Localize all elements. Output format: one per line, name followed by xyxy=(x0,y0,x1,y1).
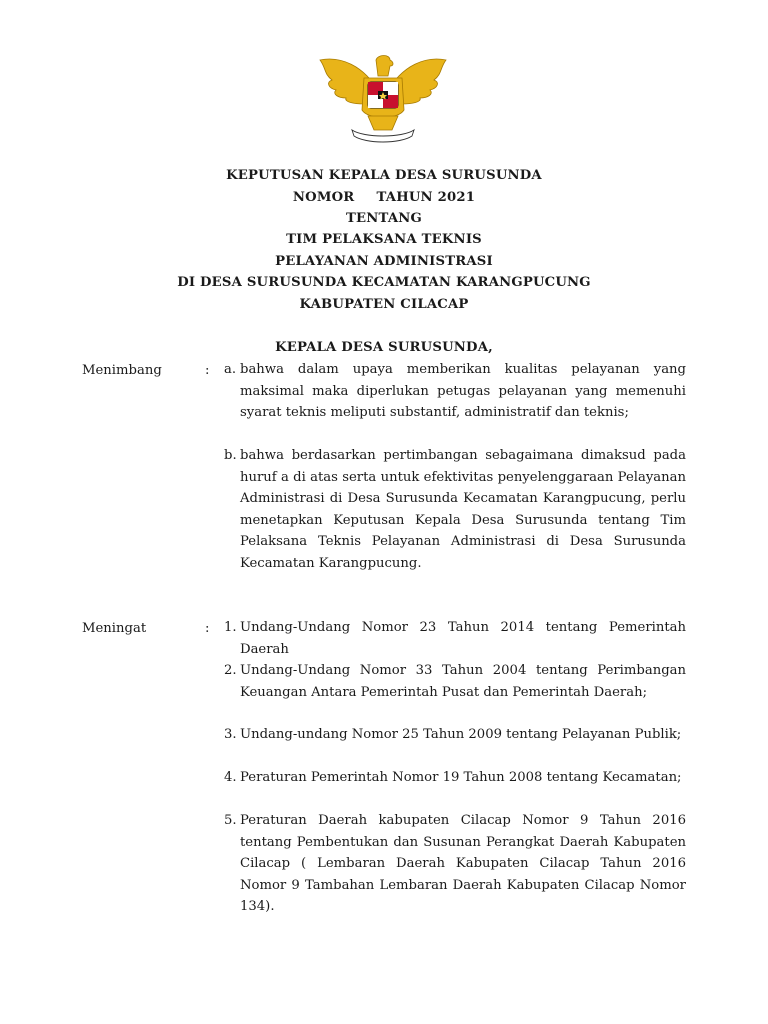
meningat-item-4: Peraturan Pemerintah Nomor 19 Tahun 2008 tentang Kecamatan; xyxy=(240,770,682,785)
meningat-label: Meningat xyxy=(82,621,147,636)
meningat-item-2: Undang-Undang Nomor 33 Tahun 2004 tentang Perimbangan Keuangan Antara Pemerintah Pusat dan Pemerintah Daerah; xyxy=(240,663,686,700)
official-heading: KEPALA DESA SURUSUNDA, xyxy=(275,340,493,355)
menimbang-marker-a: a. xyxy=(224,362,237,377)
meningat-marker-4: 4. xyxy=(224,770,237,785)
meningat-marker-5: 5. xyxy=(224,813,237,828)
subject-line-4: KABUPATEN CILACAP xyxy=(299,297,469,312)
nomor-label: NOMOR xyxy=(292,190,355,205)
meningat-item-5: Peraturan Daerah kabupaten Cilacap Nomor 9 Tahun 2016 tentang Pembentukan dan Susunan Perangkat Daerah Kabupaten Cilacap ( Lembaran Daerah Kabupaten Cilacap Tahun 2016 Nomor 9 Tambahan Lembaran Daerah Kabupaten Cilacap Nomor 134). xyxy=(240,813,686,914)
menimbang-item-b: bahwa berdasarkan pertimbangan sebagaimana dimaksud pada huruf a di atas serta untuk efektivitas penyelenggaraan Pelayanan Administrasi di Desa Surusunda Kecamatan Karangpucung, perlu menetapkan Keputusan Kepala Desa Surusunda tentang Tim Pelaksana Teknis Pelayanan Administrasi di Desa Surusunda Kecamatan Karangpucung. xyxy=(240,448,686,571)
meningat-colon: : xyxy=(205,621,210,636)
meningat-marker-1: 1. xyxy=(224,620,237,635)
decree-title: KEPUTUSAN KEPALA DESA SURUSUNDA xyxy=(226,168,542,183)
menimbang-marker-b: b. xyxy=(224,448,237,463)
menimbang-colon: : xyxy=(205,363,210,378)
meningat-marker-3: 3. xyxy=(224,727,237,742)
subject-line-3: DI DESA SURUSUNDA KECAMATAN KARANGPUCUNG xyxy=(177,275,591,290)
meningat-item-1: Undang-Undang Nomor 23 Tahun 2014 tentang Pemerintah Daerah xyxy=(240,620,686,657)
subject-line-1: TIM PELAKSANA TEKNIS xyxy=(286,232,482,247)
garuda-emblem xyxy=(314,54,452,144)
meningat-marker-2: 2. xyxy=(224,663,237,678)
subject-line-2: PELAYANAN ADMINISTRASI xyxy=(275,254,493,269)
decree-number-line xyxy=(0,190,768,205)
tahun-label: TAHUN 2021 xyxy=(376,190,476,205)
menimbang-label: Menimbang xyxy=(82,363,162,378)
menimbang-item-a: bahwa dalam upaya memberikan kualitas pelayanan yang maksimal maka diperlukan petugas pelayanan yang memenuhi syarat teknis meliputi substantif, administratif dan teknis; xyxy=(240,362,686,420)
meningat-item-3: Undang-undang Nomor 25 Tahun 2009 tentang Pelayanan Publik; xyxy=(240,727,682,742)
tentang-label: TENTANG xyxy=(346,211,422,226)
